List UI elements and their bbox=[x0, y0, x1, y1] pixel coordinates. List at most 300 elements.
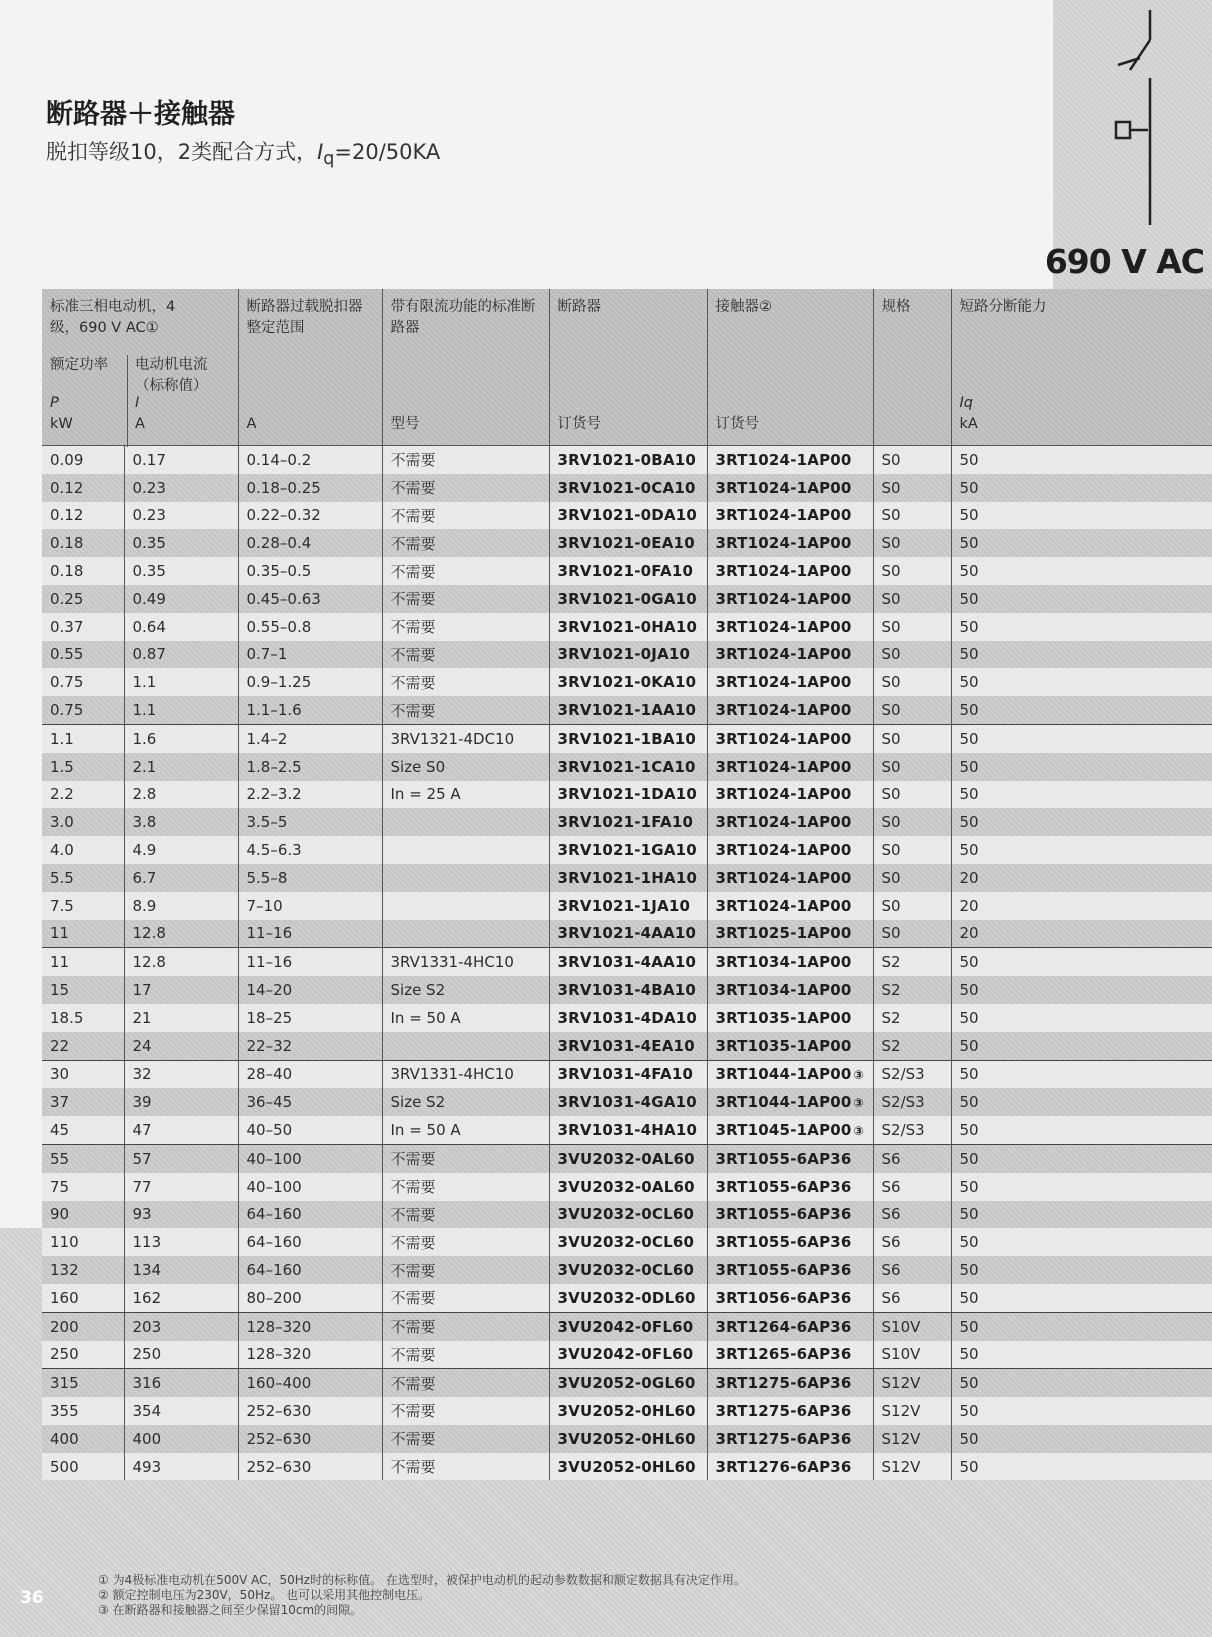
setting-range-cell: 40–50 bbox=[238, 1116, 382, 1144]
size-cell: S0 bbox=[873, 724, 951, 752]
limiter-cell: 不需要 bbox=[382, 696, 549, 724]
breaker-order-cell: 3RV1021-0BA10 bbox=[549, 446, 707, 474]
table-row bbox=[42, 668, 1212, 696]
header-breaking-capacity: 短路分断能力 Iq kA bbox=[951, 289, 1212, 446]
breaking-capacity-cell: 50 bbox=[951, 1341, 1212, 1369]
contactor-order-cell: 3RT1275-6AP36 bbox=[707, 1369, 873, 1397]
breaker-order-cell: 3RV1031-4EA10 bbox=[549, 1032, 707, 1060]
breaker-order-cell: 3VU2052-0HL60 bbox=[549, 1397, 707, 1425]
current-cell: 47 bbox=[124, 1116, 238, 1144]
breaking-capacity-cell: 50 bbox=[951, 1032, 1212, 1060]
size-cell: S6 bbox=[873, 1201, 951, 1229]
breaker-order-cell: 3RV1021-0CA10 bbox=[549, 474, 707, 502]
table-row bbox=[42, 474, 1212, 502]
size-cell: S0 bbox=[873, 585, 951, 613]
table-row bbox=[42, 753, 1212, 781]
size-cell: S0 bbox=[873, 668, 951, 696]
table-row bbox=[42, 1256, 1212, 1284]
contactor-order-cell: 3RT1045-1AP00 ③ bbox=[707, 1116, 873, 1144]
setting-range-cell: 1.4–2 bbox=[238, 724, 382, 752]
size-cell: S10V bbox=[873, 1341, 951, 1369]
contactor-order-cell: 3RT1044-1AP00 ③ bbox=[707, 1060, 873, 1088]
breaker-order-cell: 3RV1031-4GA10 bbox=[549, 1088, 707, 1116]
contactor-order-cell: 3RT1024-1AP00 bbox=[707, 502, 873, 530]
table-row bbox=[42, 1144, 1212, 1172]
table-row bbox=[42, 1369, 1212, 1397]
current-cell: 24 bbox=[124, 1032, 238, 1060]
breaker-order-cell: 3RV1021-0EA10 bbox=[549, 529, 707, 557]
power-cell: 0.18 bbox=[42, 529, 124, 557]
current-cell: 1.1 bbox=[124, 696, 238, 724]
size-cell: S2/S3 bbox=[873, 1088, 951, 1116]
limiter-cell: Size S2 bbox=[382, 976, 549, 1004]
contactor-order-cell: 3RT1024-1AP00 bbox=[707, 892, 873, 920]
table-row bbox=[42, 1228, 1212, 1256]
setting-range-cell: 40–100 bbox=[238, 1173, 382, 1201]
limiter-cell: 不需要 bbox=[382, 1228, 549, 1256]
limiter-cell: 不需要 bbox=[382, 1173, 549, 1201]
size-cell: S0 bbox=[873, 753, 951, 781]
power-cell: 400 bbox=[42, 1425, 124, 1453]
breaker-order-cell: 3RV1021-1JA10 bbox=[549, 892, 707, 920]
breaker-order-cell: 3VU2052-0GL60 bbox=[549, 1369, 707, 1397]
current-cell: 203 bbox=[124, 1312, 238, 1340]
power-cell: 315 bbox=[42, 1369, 124, 1397]
limiter-cell: 不需要 bbox=[382, 502, 549, 530]
contactor-order-cell: 3RT1264-6AP36 bbox=[707, 1312, 873, 1340]
limiter-cell bbox=[382, 1032, 549, 1060]
limiter-cell: 不需要 bbox=[382, 1284, 549, 1312]
setting-range-cell: 128–320 bbox=[238, 1312, 382, 1340]
table-row bbox=[42, 557, 1212, 585]
table-row bbox=[42, 613, 1212, 641]
table-row bbox=[42, 1060, 1212, 1088]
header-contactor: 接触器② 订货号 bbox=[707, 289, 873, 446]
breaking-capacity-cell: 20 bbox=[951, 920, 1212, 948]
footnote-ref: ③ bbox=[853, 1096, 864, 1111]
setting-range-cell: 0.18–0.25 bbox=[238, 474, 382, 502]
setting-range-cell: 14–20 bbox=[238, 976, 382, 1004]
selection-table bbox=[42, 289, 1212, 1477]
footnote-2: ② 额定控制电压为230V，50Hz。 也可以采用其他控制电压。 bbox=[98, 1588, 431, 1602]
limiter-cell: In = 50 A bbox=[382, 1116, 549, 1144]
power-cell: 55 bbox=[42, 1144, 124, 1172]
footnote-ref: ③ bbox=[853, 1068, 864, 1083]
limiter-cell: Size S2 bbox=[382, 1088, 549, 1116]
breaking-capacity-cell: 50 bbox=[951, 1144, 1212, 1172]
table-row bbox=[42, 1201, 1212, 1229]
size-cell: S6 bbox=[873, 1173, 951, 1201]
contactor-order-cell: 3RT1024-1AP00 bbox=[707, 668, 873, 696]
power-cell: 4.0 bbox=[42, 836, 124, 864]
limiter-cell: 不需要 bbox=[382, 557, 549, 585]
contactor-order-cell: 3RT1035-1AP00 bbox=[707, 1032, 873, 1060]
setting-range-cell: 64–160 bbox=[238, 1256, 382, 1284]
setting-range-cell: 0.35–0.5 bbox=[238, 557, 382, 585]
breaking-capacity-cell: 50 bbox=[951, 1060, 1212, 1088]
setting-range-cell: 18–25 bbox=[238, 1004, 382, 1032]
contactor-order-cell: 3RT1276-6AP36 bbox=[707, 1453, 873, 1481]
footnote-3: ③ 在断路器和接触器之间至少保留10cm的间隙。 bbox=[98, 1603, 363, 1617]
footnote-ref: ③ bbox=[853, 1124, 864, 1139]
current-cell: 2.8 bbox=[124, 781, 238, 809]
current-cell: 12.8 bbox=[124, 948, 238, 976]
table-row bbox=[42, 696, 1212, 724]
contactor-order-cell: 3RT1024-1AP00 bbox=[707, 585, 873, 613]
table-row bbox=[42, 1004, 1212, 1032]
setting-range-cell: 160–400 bbox=[238, 1369, 382, 1397]
breaker-order-cell: 3RV1021-0DA10 bbox=[549, 502, 707, 530]
setting-range-cell: 64–160 bbox=[238, 1201, 382, 1229]
setting-range-cell: 0.45–0.63 bbox=[238, 585, 382, 613]
limiter-cell: 不需要 bbox=[382, 1397, 549, 1425]
power-cell: 11 bbox=[42, 948, 124, 976]
limiter-cell bbox=[382, 920, 549, 948]
contactor-order-cell: 3RT1024-1AP00 bbox=[707, 474, 873, 502]
current-cell: 1.1 bbox=[124, 668, 238, 696]
contactor-order-cell: 3RT1055-6AP36 bbox=[707, 1256, 873, 1284]
table-row bbox=[42, 502, 1212, 530]
breaker-order-cell: 3VU2032-0AL60 bbox=[549, 1173, 707, 1201]
header-size: 规格 bbox=[873, 289, 951, 446]
breaker-order-cell: 3RV1021-1HA10 bbox=[549, 864, 707, 892]
setting-range-cell: 0.9–1.25 bbox=[238, 668, 382, 696]
current-cell: 2.1 bbox=[124, 753, 238, 781]
limiter-cell bbox=[382, 836, 549, 864]
breaker-order-cell: 3RV1031-4DA10 bbox=[549, 1004, 707, 1032]
table-row bbox=[42, 808, 1212, 836]
current-cell: 57 bbox=[124, 1144, 238, 1172]
current-cell: 493 bbox=[124, 1453, 238, 1481]
breaker-order-cell: 3RV1021-0GA10 bbox=[549, 585, 707, 613]
size-cell: S2 bbox=[873, 976, 951, 1004]
contactor-order-cell: 3RT1024-1AP00 bbox=[707, 446, 873, 474]
current-cell: 1.6 bbox=[124, 724, 238, 752]
breaker-order-cell: 3RV1031-4HA10 bbox=[549, 1116, 707, 1144]
size-cell: S0 bbox=[873, 808, 951, 836]
current-cell: 12.8 bbox=[124, 920, 238, 948]
limiter-cell: 3RV1321-4DC10 bbox=[382, 724, 549, 752]
setting-range-cell: 0.55–0.8 bbox=[238, 613, 382, 641]
power-cell: 0.18 bbox=[42, 557, 124, 585]
limiter-cell: 不需要 bbox=[382, 1201, 549, 1229]
breaking-capacity-cell: 50 bbox=[951, 724, 1212, 752]
power-cell: 500 bbox=[42, 1453, 124, 1481]
breaking-capacity-cell: 50 bbox=[951, 976, 1212, 1004]
footnote-1: ① 为4极标准电动机在500V AC，50Hz时的标称值。 在选型时，被保护电动机的起动参数数据和额定数据具有决定作用。 bbox=[98, 1573, 746, 1587]
setting-range-cell: 1.8–2.5 bbox=[238, 753, 382, 781]
table-row bbox=[42, 1425, 1212, 1453]
size-cell: S0 bbox=[873, 557, 951, 585]
breaking-capacity-cell: 50 bbox=[951, 474, 1212, 502]
current-cell: 113 bbox=[124, 1228, 238, 1256]
size-cell: S2/S3 bbox=[873, 1116, 951, 1144]
breaking-capacity-cell: 50 bbox=[951, 1397, 1212, 1425]
current-cell: 162 bbox=[124, 1284, 238, 1312]
setting-range-cell: 80–200 bbox=[238, 1284, 382, 1312]
breaker-order-cell: 3VU2032-0CL60 bbox=[549, 1256, 707, 1284]
setting-range-cell: 22–32 bbox=[238, 1032, 382, 1060]
header-motor: 标准三相电动机，4级，690 V AC① 额定功率 电动机电流（标称值） P kW I A bbox=[42, 289, 238, 446]
page-number: 36 bbox=[20, 1588, 44, 1608]
limiter-cell: In = 25 A bbox=[382, 781, 549, 809]
current-cell: 93 bbox=[124, 1201, 238, 1229]
breaking-capacity-cell: 50 bbox=[951, 948, 1212, 976]
contactor-order-cell: 3RT1024-1AP00 bbox=[707, 613, 873, 641]
breaking-capacity-cell: 50 bbox=[951, 696, 1212, 724]
page-subtitle: 脱扣等级10，2类配合方式，$I_q=20/50KA$ bbox=[46, 140, 441, 170]
breaker-order-cell: 3RV1021-0JA10 bbox=[549, 641, 707, 669]
power-cell: 0.12 bbox=[42, 502, 124, 530]
breaker-order-cell: 3RV1021-1GA10 bbox=[549, 836, 707, 864]
power-cell: 0.12 bbox=[42, 474, 124, 502]
setting-range-cell: 2.2–3.2 bbox=[238, 781, 382, 809]
table-row bbox=[42, 892, 1212, 920]
current-cell: 400 bbox=[124, 1425, 238, 1453]
breaking-capacity-cell: 50 bbox=[951, 836, 1212, 864]
size-cell: S0 bbox=[873, 502, 951, 530]
power-cell: 3.0 bbox=[42, 808, 124, 836]
size-cell: S0 bbox=[873, 892, 951, 920]
size-cell: S0 bbox=[873, 836, 951, 864]
breaking-capacity-cell: 50 bbox=[951, 529, 1212, 557]
table-row bbox=[42, 1453, 1212, 1481]
size-cell: S0 bbox=[873, 613, 951, 641]
current-cell: 250 bbox=[124, 1341, 238, 1369]
breaker-contactor-symbol-icon bbox=[1110, 10, 1160, 225]
power-cell: 90 bbox=[42, 1201, 124, 1229]
table-row bbox=[42, 836, 1212, 864]
table-row bbox=[42, 1312, 1212, 1340]
contactor-order-cell: 3RT1275-6AP36 bbox=[707, 1425, 873, 1453]
table-row bbox=[42, 529, 1212, 557]
setting-range-cell: 0.22–0.32 bbox=[238, 502, 382, 530]
breaking-capacity-cell: 50 bbox=[951, 1425, 1212, 1453]
setting-range-cell: 40–100 bbox=[238, 1144, 382, 1172]
breaking-capacity-cell: 50 bbox=[951, 557, 1212, 585]
table-row bbox=[42, 641, 1212, 669]
size-cell: S0 bbox=[873, 474, 951, 502]
limiter-cell: 不需要 bbox=[382, 474, 549, 502]
breaker-order-cell: 3RV1021-1CA10 bbox=[549, 753, 707, 781]
breaking-capacity-cell: 50 bbox=[951, 1453, 1212, 1481]
header-limiter: 带有限流功能的标准断路器 型号 bbox=[382, 289, 549, 446]
limiter-cell: 不需要 bbox=[382, 1312, 549, 1340]
size-cell: S6 bbox=[873, 1228, 951, 1256]
breaker-order-cell: 3VU2032-0CL60 bbox=[549, 1228, 707, 1256]
contactor-order-cell: 3RT1024-1AP00 bbox=[707, 808, 873, 836]
table-row bbox=[42, 1341, 1212, 1369]
setting-range-cell: 252–630 bbox=[238, 1397, 382, 1425]
power-cell: 0.09 bbox=[42, 446, 124, 474]
power-cell: 2.2 bbox=[42, 781, 124, 809]
power-cell: 1.1 bbox=[42, 724, 124, 752]
contactor-order-cell: 3RT1024-1AP00 bbox=[707, 557, 873, 585]
size-cell: S2/S3 bbox=[873, 1060, 951, 1088]
breaking-capacity-cell: 50 bbox=[951, 1284, 1212, 1312]
current-cell: 17 bbox=[124, 976, 238, 1004]
current-cell: 0.64 bbox=[124, 613, 238, 641]
breaker-order-cell: 3RV1021-1FA10 bbox=[549, 808, 707, 836]
contactor-order-cell: 3RT1024-1AP00 bbox=[707, 696, 873, 724]
table-row bbox=[42, 920, 1212, 948]
contactor-order-cell: 3RT1024-1AP00 bbox=[707, 724, 873, 752]
setting-range-cell: 11–16 bbox=[238, 920, 382, 948]
contactor-order-cell: 3RT1265-6AP36 bbox=[707, 1341, 873, 1369]
power-cell: 250 bbox=[42, 1341, 124, 1369]
breaking-capacity-cell: 50 bbox=[951, 781, 1212, 809]
breaker-order-cell: 3RV1031-4AA10 bbox=[549, 948, 707, 976]
setting-range-cell: 36–45 bbox=[238, 1088, 382, 1116]
footnotes bbox=[98, 1573, 746, 1618]
size-cell: S12V bbox=[873, 1453, 951, 1481]
setting-range-cell: 3.5–5 bbox=[238, 808, 382, 836]
breaker-order-cell: 3RV1031-4FA10 bbox=[549, 1060, 707, 1088]
size-cell: S2 bbox=[873, 1032, 951, 1060]
size-cell: S0 bbox=[873, 781, 951, 809]
limiter-cell: In = 50 A bbox=[382, 1004, 549, 1032]
current-cell: 0.17 bbox=[124, 446, 238, 474]
size-cell: S0 bbox=[873, 641, 951, 669]
breaking-capacity-cell: 50 bbox=[951, 1256, 1212, 1284]
breaker-order-cell: 3RV1021-1BA10 bbox=[549, 724, 707, 752]
contactor-order-cell: 3RT1024-1AP00 bbox=[707, 529, 873, 557]
power-cell: 18.5 bbox=[42, 1004, 124, 1032]
current-cell: 134 bbox=[124, 1256, 238, 1284]
limiter-cell: 不需要 bbox=[382, 1453, 549, 1481]
contactor-order-cell: 3RT1055-6AP36 bbox=[707, 1201, 873, 1229]
breaking-capacity-cell: 50 bbox=[951, 1173, 1212, 1201]
breaking-capacity-cell: 50 bbox=[951, 1312, 1212, 1340]
breaker-order-cell: 3VU2052-0HL60 bbox=[549, 1425, 707, 1453]
current-cell: 0.35 bbox=[124, 529, 238, 557]
breaking-capacity-cell: 50 bbox=[951, 1228, 1212, 1256]
table-row bbox=[42, 446, 1212, 474]
current-cell: 77 bbox=[124, 1173, 238, 1201]
power-cell: 1.5 bbox=[42, 753, 124, 781]
table-row bbox=[42, 781, 1212, 809]
power-cell: 15 bbox=[42, 976, 124, 1004]
current-cell: 0.23 bbox=[124, 502, 238, 530]
breaking-capacity-cell: 50 bbox=[951, 753, 1212, 781]
limiter-cell: 不需要 bbox=[382, 613, 549, 641]
table-row bbox=[42, 1173, 1212, 1201]
contactor-order-cell: 3RT1055-6AP36 bbox=[707, 1144, 873, 1172]
setting-range-cell: 0.7–1 bbox=[238, 641, 382, 669]
contactor-order-cell: 3RT1024-1AP00 bbox=[707, 836, 873, 864]
power-cell: 5.5 bbox=[42, 864, 124, 892]
size-cell: S0 bbox=[873, 529, 951, 557]
breaker-order-cell: 3VU2042-0FL60 bbox=[549, 1341, 707, 1369]
header-breaker: 断路器 订货号 bbox=[549, 289, 707, 446]
breaking-capacity-cell: 20 bbox=[951, 864, 1212, 892]
current-cell: 6.7 bbox=[124, 864, 238, 892]
breaking-capacity-cell: 20 bbox=[951, 892, 1212, 920]
power-cell: 75 bbox=[42, 1173, 124, 1201]
power-cell: 0.37 bbox=[42, 613, 124, 641]
limiter-cell: Size S0 bbox=[382, 753, 549, 781]
size-cell: S12V bbox=[873, 1425, 951, 1453]
current-cell: 0.35 bbox=[124, 557, 238, 585]
size-cell: S12V bbox=[873, 1397, 951, 1425]
limiter-cell bbox=[382, 808, 549, 836]
size-cell: S10V bbox=[873, 1312, 951, 1340]
contactor-order-cell: 3RT1035-1AP00 bbox=[707, 1004, 873, 1032]
size-cell: S0 bbox=[873, 864, 951, 892]
setting-range-cell: 7–10 bbox=[238, 892, 382, 920]
power-cell: 132 bbox=[42, 1256, 124, 1284]
table-row bbox=[42, 1116, 1212, 1144]
setting-range-cell: 5.5–8 bbox=[238, 864, 382, 892]
power-cell: 7.5 bbox=[42, 892, 124, 920]
power-cell: 110 bbox=[42, 1228, 124, 1256]
table-row bbox=[42, 976, 1212, 1004]
table-row bbox=[42, 1284, 1212, 1312]
power-cell: 22 bbox=[42, 1032, 124, 1060]
power-cell: 0.25 bbox=[42, 585, 124, 613]
breaking-capacity-cell: 50 bbox=[951, 1116, 1212, 1144]
size-cell: S6 bbox=[873, 1144, 951, 1172]
contactor-order-cell: 3RT1024-1AP00 bbox=[707, 641, 873, 669]
contactor-order-cell: 3RT1024-1AP00 bbox=[707, 753, 873, 781]
breaker-order-cell: 3VU2042-0FL60 bbox=[549, 1312, 707, 1340]
header-setting-range: 断路器过载脱扣器整定范围 A bbox=[238, 289, 382, 446]
breaking-capacity-cell: 50 bbox=[951, 613, 1212, 641]
limiter-cell: 不需要 bbox=[382, 1256, 549, 1284]
power-cell: 30 bbox=[42, 1060, 124, 1088]
setting-range-cell: 252–630 bbox=[238, 1453, 382, 1481]
current-cell: 0.49 bbox=[124, 585, 238, 613]
size-cell: S0 bbox=[873, 696, 951, 724]
current-cell: 316 bbox=[124, 1369, 238, 1397]
breaking-capacity-cell: 50 bbox=[951, 808, 1212, 836]
limiter-cell: 3RV1331-4HC10 bbox=[382, 1060, 549, 1088]
size-cell: S2 bbox=[873, 948, 951, 976]
breaking-capacity-cell: 50 bbox=[951, 1369, 1212, 1397]
limiter-cell: 不需要 bbox=[382, 1425, 549, 1453]
limiter-cell: 不需要 bbox=[382, 668, 549, 696]
limiter-cell bbox=[382, 864, 549, 892]
current-cell: 0.23 bbox=[124, 474, 238, 502]
setting-range-cell: 252–630 bbox=[238, 1425, 382, 1453]
current-cell: 354 bbox=[124, 1397, 238, 1425]
limiter-cell: 不需要 bbox=[382, 446, 549, 474]
breaker-order-cell: 3VU2032-0AL60 bbox=[549, 1144, 707, 1172]
contactor-order-cell: 3RT1034-1AP00 bbox=[707, 976, 873, 1004]
size-cell: S0 bbox=[873, 920, 951, 948]
table-row bbox=[42, 864, 1212, 892]
breaking-capacity-cell: 50 bbox=[951, 668, 1212, 696]
breaker-order-cell: 3RV1021-1AA10 bbox=[549, 696, 707, 724]
setting-range-cell: 28–40 bbox=[238, 1060, 382, 1088]
size-cell: S2 bbox=[873, 1004, 951, 1032]
breaker-order-cell: 3RV1021-0FA10 bbox=[549, 557, 707, 585]
breaker-order-cell: 3RV1021-4AA10 bbox=[549, 920, 707, 948]
limiter-cell bbox=[382, 892, 549, 920]
breaking-capacity-cell: 50 bbox=[951, 1004, 1212, 1032]
breaking-capacity-cell: 50 bbox=[951, 446, 1212, 474]
breaker-order-cell: 3RV1021-1DA10 bbox=[549, 781, 707, 809]
setting-range-cell: 4.5–6.3 bbox=[238, 836, 382, 864]
setting-range-cell: 1.1–1.6 bbox=[238, 696, 382, 724]
breaker-order-cell: 3VU2032-0DL60 bbox=[549, 1284, 707, 1312]
voltage-label: 690 V AC bbox=[1044, 242, 1204, 281]
setting-range-cell: 0.14–0.2 bbox=[238, 446, 382, 474]
size-cell: S12V bbox=[873, 1369, 951, 1397]
setting-range-cell: 11–16 bbox=[238, 948, 382, 976]
page-title: 断路器＋接触器 bbox=[46, 99, 235, 130]
current-cell: 4.9 bbox=[124, 836, 238, 864]
